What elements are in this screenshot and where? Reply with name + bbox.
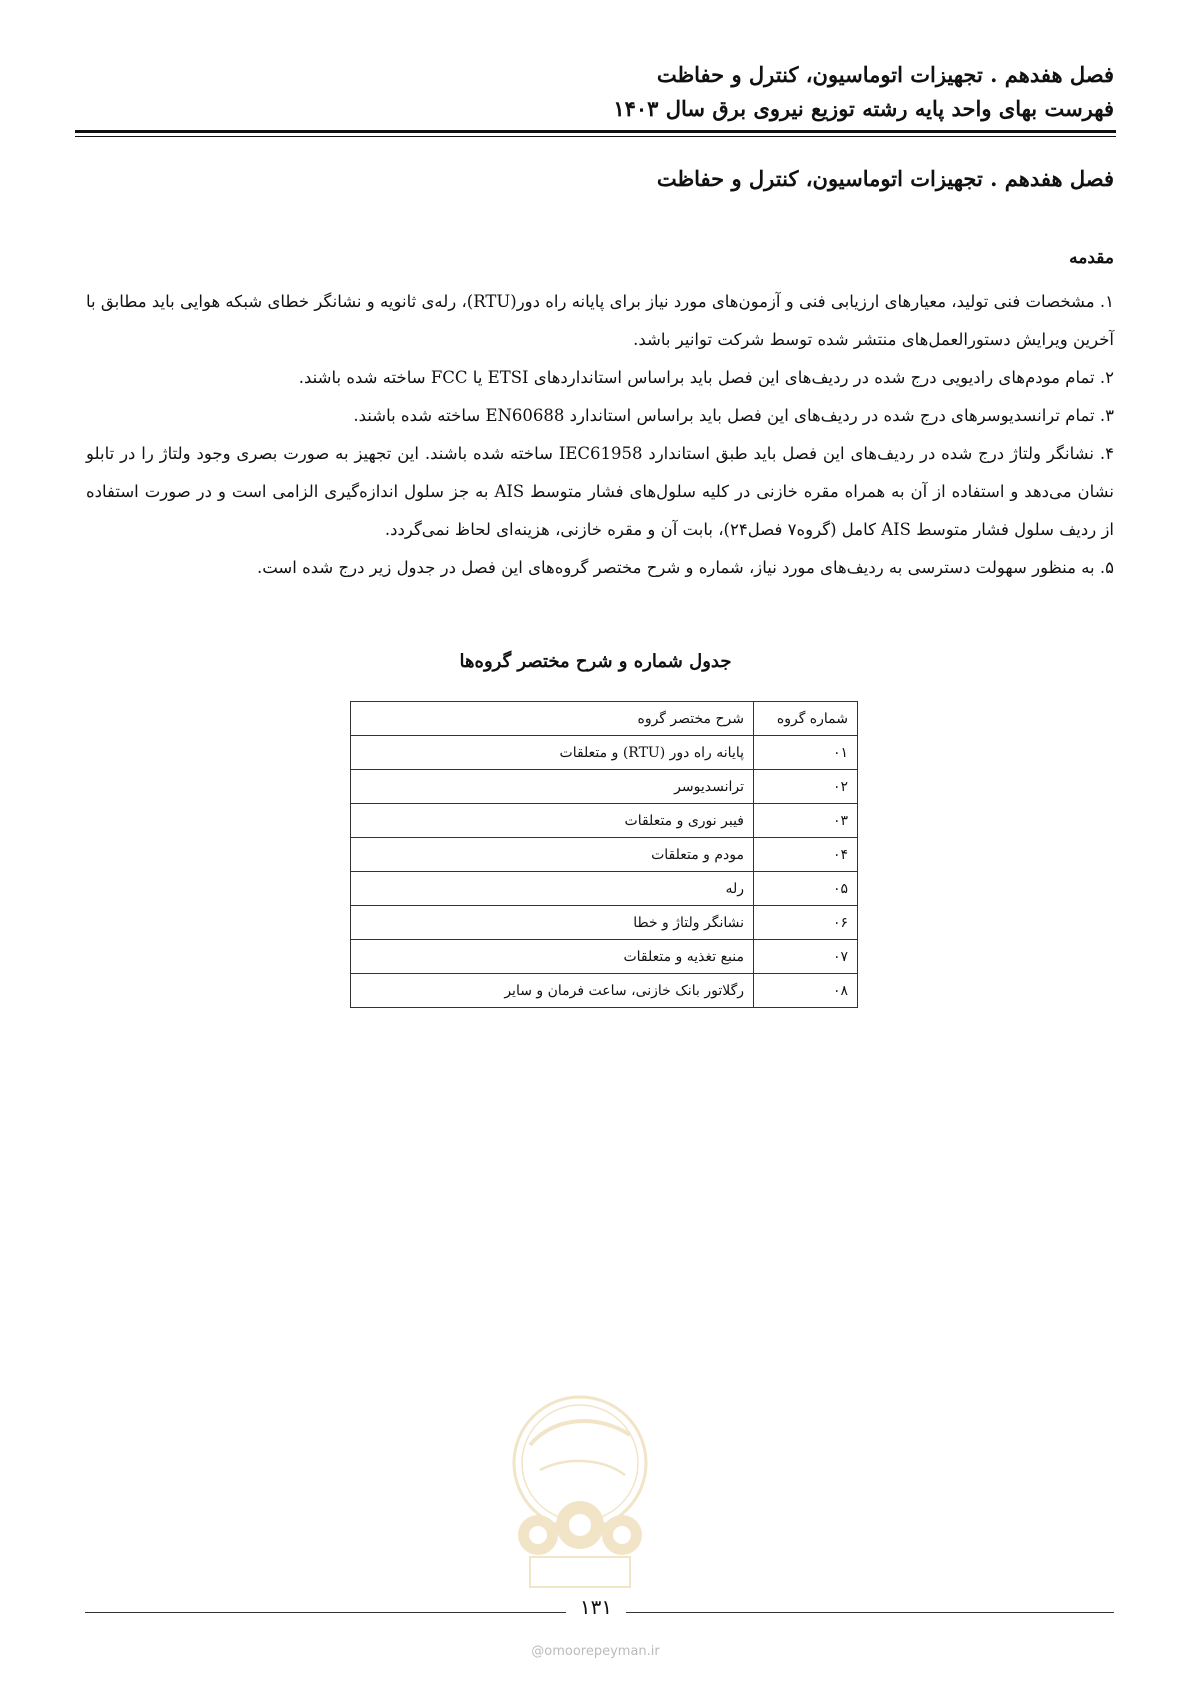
- table-row: [351, 974, 858, 1008]
- intro-heading: مقدمه: [1069, 248, 1114, 268]
- header-group-number: شماره گروه: [754, 702, 858, 736]
- table-row: [351, 906, 858, 940]
- group-description-cell: منبع تغذیه و متعلقات: [351, 940, 754, 974]
- group-number-cell: ۰۱: [754, 736, 858, 770]
- watermark-text: @omoorepeyman.ir: [531, 1644, 660, 1659]
- header-price-list-line: فهرست بهای واحد پایه رشته توزیع نیروی برق سال ۱۴۰۳: [613, 96, 1114, 121]
- intro-paragraph-4: ۴. نشانگر ولتاژ درج شده در ردیف‌های این فصل باید طبق استاندارد IEC61958 ساخته شده باشند. این تجهیز به صورت بصری وجود ولتاژ را در تابلو نشان می‌دهد و استفاده از آن به همراه مقره خازنی در کلیه سلول‌های فشار متوسط AIS به جز سلول اندازه‌گیری الزامی است و در صورت استفاده از ردیف سلول فشار متوسط AIS کامل (گروه۷ فصل۲۴)، بابت آن و مقره خازنی، هزینه‌ای لحاظ نمی‌گردد.: [86, 444, 1114, 539]
- group-description-cell: مودم و متعلقات: [351, 838, 754, 872]
- gear-seal-logo-icon: [500, 1375, 660, 1605]
- table-row: [351, 770, 858, 804]
- table-title: جدول شماره و شرح مختصر گروه‌ها: [459, 651, 732, 672]
- running-header: [74, 58, 1114, 126]
- group-number-cell: ۰۵: [754, 872, 858, 906]
- group-description-cell: ترانسدیوسر: [351, 770, 754, 804]
- group-description-cell: فیبر نوری و متعلقات: [351, 804, 754, 838]
- group-number-cell: ۰۳: [754, 804, 858, 838]
- table-row: [351, 838, 858, 872]
- groups-table: [350, 701, 858, 1008]
- group-description-cell: پایانه راه دور (RTU) و متعلقات: [351, 736, 754, 770]
- group-description-cell: رگلاتور بانک خازنی، ساعت فرمان و سایر: [351, 974, 754, 1008]
- group-number-cell: ۰۶: [754, 906, 858, 940]
- group-description-cell: رله: [351, 872, 754, 906]
- page-number: ۱۳۱: [566, 1595, 626, 1619]
- intro-body: [86, 283, 1114, 587]
- intro-paragraph-2: ۲. تمام مودم‌های رادیویی درج شده در ردیف‌های این فصل باید براساس استانداردهای ETSI یا FCC ساخته شده باشند.: [298, 368, 1114, 387]
- intro-paragraph-3: ۳. تمام ترانسدیوسرهای درج شده در ردیف‌های این فصل باید براساس استاندارد EN60688 ساخته شده باشند.: [353, 406, 1114, 425]
- header-group-description: شرح مختصر گروه: [351, 702, 754, 736]
- intro-paragraph-5: ۵. به منظور سهولت دسترسی به ردیف‌های مورد نیاز، شماره و شرح مختصر گروه‌های این فصل در جدول زیر درج شده است.: [256, 558, 1114, 577]
- table-header-row: [351, 702, 858, 736]
- table-row: [351, 872, 858, 906]
- table-row: [351, 736, 858, 770]
- group-number-cell: ۰۸: [754, 974, 858, 1008]
- group-number-cell: ۰۲: [754, 770, 858, 804]
- group-number-cell: ۰۴: [754, 838, 858, 872]
- header-rule-thick: [75, 130, 1116, 133]
- group-number-cell: ۰۷: [754, 940, 858, 974]
- header-rule-thin: [75, 136, 1116, 137]
- group-description-cell: نشانگر ولتاژ و خطا: [351, 906, 754, 940]
- intro-paragraph-1: ۱. مشخصات فنی تولید، معیارهای ارزیابی فنی و آزمون‌های مورد نیاز برای پایانه راه دور(RTU)، رله‌ی ثانویه و نشانگر خطای شبکه هوایی باید مطابق با آخرین ویرایش دستورالعمل‌های منتشر شده توسط شرکت توانیر باشد.: [86, 292, 1114, 349]
- table-row: [351, 804, 858, 838]
- header-chapter-line: فصل هفدهم . تجهیزات اتوماسیون، کنترل و حفاظت: [656, 62, 1114, 87]
- chapter-title: فصل هفدهم . تجهیزات اتوماسیون، کنترل و حفاظت: [656, 166, 1114, 191]
- table-row: [351, 940, 858, 974]
